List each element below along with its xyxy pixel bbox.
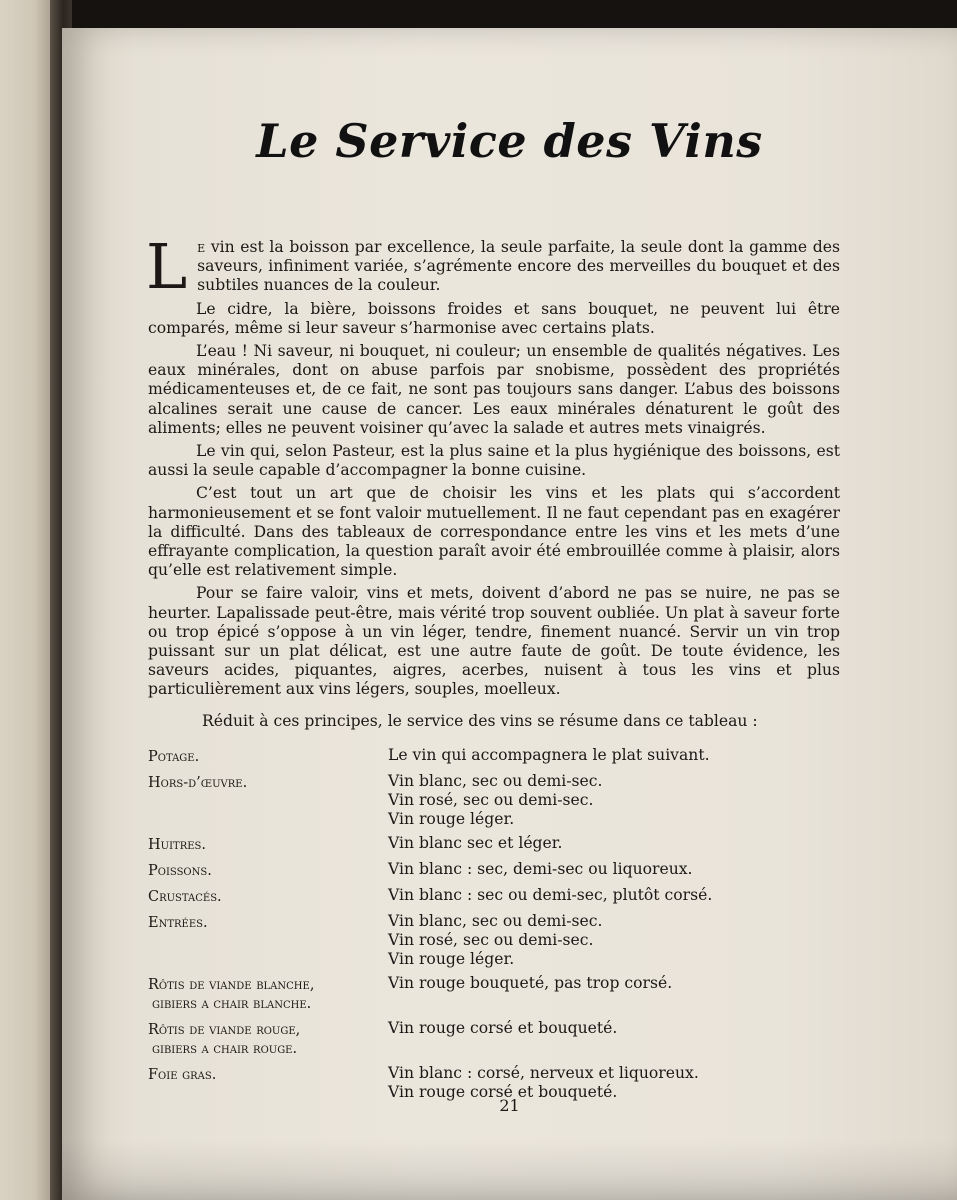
- table-row: [148, 772, 828, 829]
- drop-cap: L: [146, 230, 188, 303]
- table-row: [148, 746, 828, 767]
- wine-item: Vin rosé, sec ou demi-sec.: [388, 791, 594, 809]
- dish-name: Poissons.: [148, 863, 212, 879]
- table-row: [148, 886, 828, 907]
- wine-item: Vin rosé, sec ou demi-sec.: [388, 931, 594, 949]
- wine-item: Vin rouge corsé et bouqueté.: [388, 1019, 618, 1037]
- table-row: [148, 1019, 828, 1059]
- wine-item: Vin blanc : sec, demi-sec ou liquoreux.: [388, 860, 693, 878]
- dish-name: Rôtis de viande blanche, gibiers a chair blanche.: [148, 977, 315, 1012]
- paragraph: C’est tout un art que de choisir les vins et les plats qui s’accordent harmonieusement et se font valoir mutuellement. Il ne faut cependant pas en exagérer la difficulté. Dans des tableaux de correspondance entre les vins et les mets d’une effrayante complication, la question paraît avoir été embrouillée comme à plaisir, alors qu’elle est relativement simple.: [148, 484, 840, 580]
- dish-name: Rôtis de viande rouge, gibiers a chair rouge.: [148, 1022, 301, 1057]
- wine-item: Vin blanc : sec ou demi-sec, plutôt corsé.: [388, 886, 713, 904]
- table-row: [148, 834, 828, 855]
- intro-first-word: e: [197, 238, 206, 256]
- dish-name: Huitres.: [148, 837, 206, 853]
- table-row: [148, 860, 828, 881]
- paragraph: Le cidre, la bière, boissons froides et sans bouquet, ne peuvent lui être comparés, même si leur saveur s’harmonise avec certains plats.: [148, 299, 840, 337]
- intro-paragraph: [146, 230, 840, 303]
- wine-item: Vin rouge bouqueté, pas trop corsé.: [388, 974, 673, 992]
- paragraph: L’eau ! Ni saveur, ni bouquet, ni couleur; un ensemble de qualités négatives. Les eaux minérales, dont on abuse parfois par snobisme, possèdent des propriétés médicamenteuses et, de ce fait, ne sont pas toujours sans danger. L’abus des boissons alcalines serait une cause de cancer. Les eaux minérales dénaturent le goût des aliments; elles ne peuvent voisiner qu’avec la salade et autres mets vinaigrés.: [148, 342, 840, 437]
- dish-name: Potage.: [148, 749, 200, 765]
- wine-list: [388, 912, 828, 969]
- dish-name: Hors-d’œuvre.: [148, 775, 248, 791]
- summary-line: Réduit à ces principes, le service des vins se résume dans ce tableau :: [202, 712, 758, 730]
- wine-list: [388, 886, 828, 907]
- wine-item: Vin blanc sec et léger.: [388, 834, 563, 852]
- wine-list: [388, 1019, 828, 1059]
- dish-name: Foie gras.: [148, 1067, 217, 1083]
- intro-text: vin est la boisson par excellence, la seule parfaite, la seule dont la gamme des saveurs, infiniment variée, s’agrémente encore des merveilles du bouquet et des subtiles nuances de la couleur.: [197, 238, 840, 295]
- page-number: 21: [499, 1096, 520, 1115]
- wine-item: Vin blanc : corsé, nerveux et liquoreux.: [388, 1064, 699, 1082]
- table-row: [148, 974, 828, 1014]
- wine-item: Le vin qui accompagnera le plat suivant.: [388, 746, 710, 764]
- paragraph: Pour se faire valoir, vins et mets, doivent d’abord ne pas se nuire, ne pas se heurter. Lapalissade peut-être, mais vérité trop souvent oubliée. Un plat à saveur forte ou trop épicé s’oppose à un vin léger, tendre, finement nuancé. Servir un vin trop puissant sur un plat délicat, est une autre faute de goût. De toute évidence, les saveurs acides, piquantes, aigres, acerbes, nuisent à tous les vins et plus particulièrement aux vins légers, souples, moelleux.: [148, 584, 840, 699]
- wine-item: Vin rouge corsé et bouqueté.: [388, 1083, 618, 1101]
- book-page: [62, 28, 957, 1200]
- wine-list: [388, 974, 828, 1014]
- dish-name: Crustacés.: [148, 889, 222, 905]
- table-row: [148, 912, 828, 969]
- wine-list: [388, 834, 828, 855]
- dish-name: Entrées.: [148, 915, 208, 931]
- wine-list: [388, 860, 828, 881]
- wine-list: [388, 772, 828, 829]
- wine-list: [388, 746, 828, 767]
- paragraph: Le vin qui, selon Pasteur, est la plus saine et la plus hygiénique des boissons, est aussi la seule capable d’accompagner la bonne cuisine.: [148, 442, 840, 480]
- wine-item: Vin rouge léger.: [388, 950, 515, 968]
- page-title: Le Service des Vins: [256, 114, 763, 168]
- wine-item: Vin blanc, sec ou demi-sec.: [388, 772, 603, 790]
- body-text: [146, 230, 840, 704]
- wine-item: Vin blanc, sec ou demi-sec.: [388, 912, 603, 930]
- wine-item: Vin rouge léger.: [388, 810, 515, 828]
- wine-pairing-table: [148, 746, 828, 1107]
